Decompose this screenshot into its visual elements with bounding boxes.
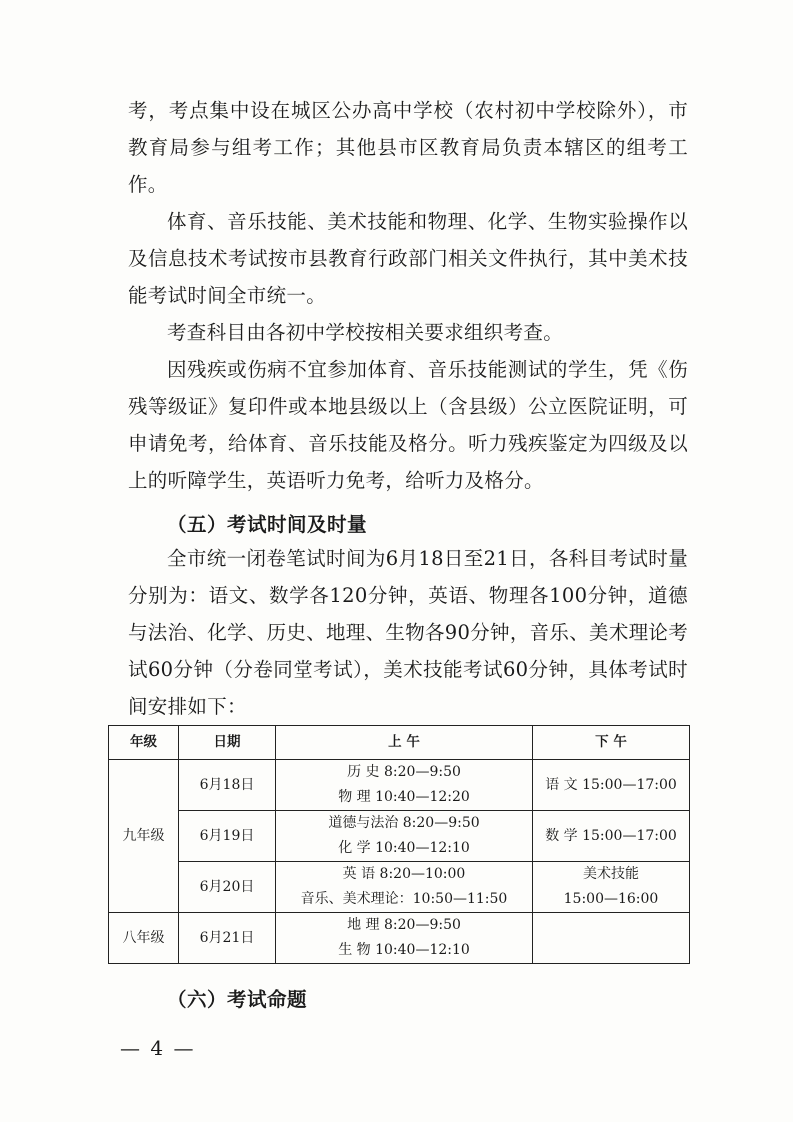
paragraph-4: 因残疾或伤病不宜参加体育、音乐技能测试的学生，凭《伤残等级证》复印件或本地县级以上（含县级）公立医院证明，可申请免考，给体育、音乐技能及格分。听力残疾鉴定为四级及以上的听障学生，英语听力免考，给听力及格分。 xyxy=(128,358,688,492)
morning-cell xyxy=(276,811,533,862)
morning-exam: 音乐、美术理论：10:50—11:50 xyxy=(300,891,508,907)
table-row xyxy=(109,760,690,811)
afternoon-exam: 15:00—16:00 xyxy=(563,891,659,907)
morning-cell xyxy=(276,862,533,913)
morning-exam: 道德与法治 8:20—9:50 xyxy=(328,815,480,831)
grade-8-cell: 八年级 xyxy=(109,913,179,964)
date-cell: 6月18日 xyxy=(179,760,276,811)
exam-schedule-table xyxy=(108,725,690,964)
afternoon-exam: 语 文 15:00—17:00 xyxy=(545,776,677,793)
table-row xyxy=(109,862,690,913)
afternoon-cell xyxy=(533,862,690,913)
morning-cell xyxy=(276,760,533,811)
date-cell: 6月19日 xyxy=(179,811,276,862)
morning-exam: 地 理 8:20—9:50 xyxy=(347,917,461,933)
afternoon-cell xyxy=(533,811,690,862)
section-5-heading: （五）考试时间及时量 xyxy=(167,513,368,536)
afternoon-exam: 美术技能 xyxy=(583,866,639,882)
table-row xyxy=(109,811,690,862)
header-date: 日期 xyxy=(179,726,276,760)
morning-cell xyxy=(276,913,533,964)
morning-exam: 英 语 8:20—10:00 xyxy=(342,866,466,882)
afternoon-cell xyxy=(533,760,690,811)
afternoon-cell-empty xyxy=(533,913,690,964)
morning-exam: 生 物 10:40—12:10 xyxy=(338,942,470,958)
morning-exam: 化 学 10:40—12:10 xyxy=(338,840,470,856)
section-6-heading: （六）考试命题 xyxy=(167,988,308,1011)
header-afternoon: 下 午 xyxy=(533,726,690,760)
paragraph-2: 体育、音乐技能、美术技能和物理、化学、生物实验操作以及信息技术考试按市县教育行政部门相关文件执行，其中美术技能考试时间全市统一。 xyxy=(128,210,688,307)
table-row xyxy=(109,913,690,964)
header-morning: 上 午 xyxy=(276,726,533,760)
header-grade: 年级 xyxy=(109,726,179,760)
morning-exam: 历 史 8:20—9:50 xyxy=(347,764,461,780)
date-cell: 6月20日 xyxy=(179,862,276,913)
section-5-body: 全市统一闭卷笔试时间为6月18日至21日，各科目考试时量分别为：语文、数学各120分钟，英语、物理各100分钟，道德与法治、化学、历史、地理、生物各90分钟，音乐、美术理论考试60分钟（分卷同堂考试），美术技能考试60分钟，具体考试时间安排如下： xyxy=(128,547,689,718)
paragraph-3: 考查科目由各初中学校按相关要求组织考查。 xyxy=(167,321,564,344)
afternoon-exam: 数 学 15:00—17:00 xyxy=(545,827,677,844)
morning-exam: 物 理 10:40—12:20 xyxy=(338,789,470,805)
date-cell: 6月21日 xyxy=(179,913,276,964)
table-header-row xyxy=(109,726,690,760)
page-number: — 4 — xyxy=(120,1036,196,1060)
paragraph-1: 考，考点集中设在城区公办高中学校（农村初中学校除外），市教育局参与组考工作；其他县市区教育局负责本辖区的组考工作。 xyxy=(128,99,688,196)
grade-9-cell: 九年级 xyxy=(109,760,179,913)
